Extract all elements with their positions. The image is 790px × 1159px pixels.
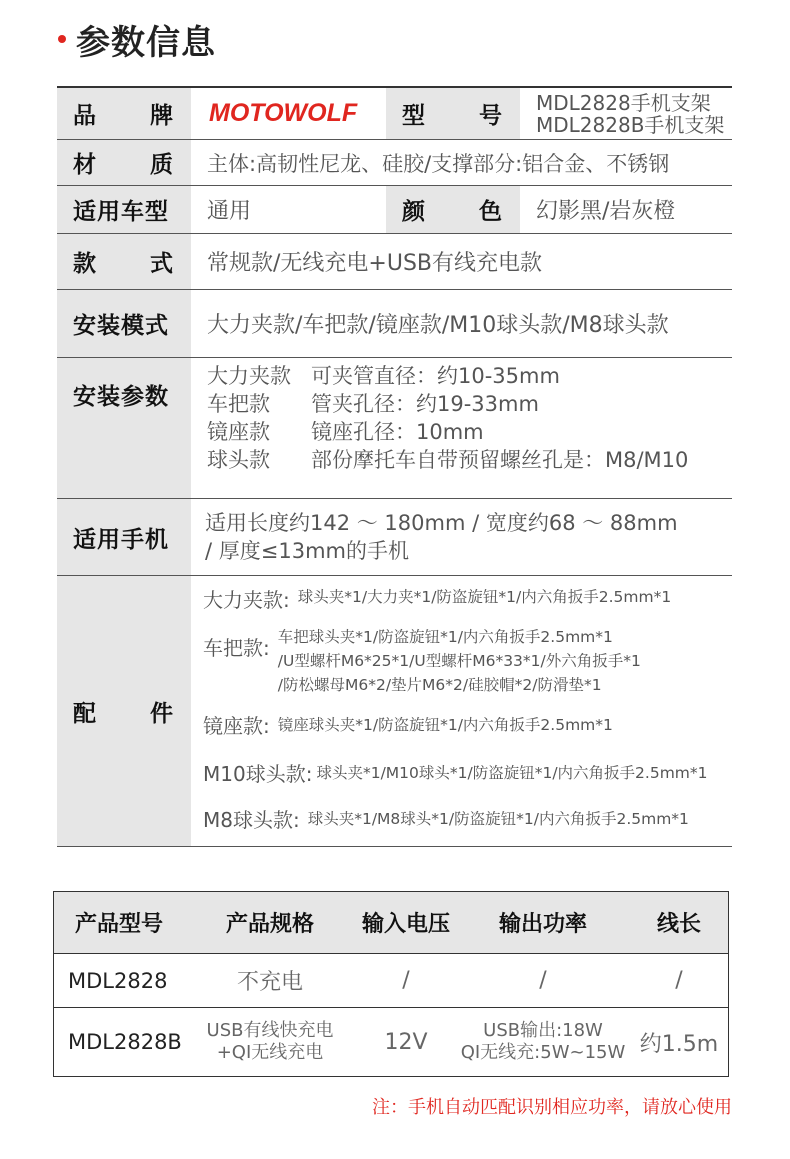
section-title <box>58 14 216 64</box>
accessory-key: 镜座款: <box>203 713 270 738</box>
mount-param-value: 可夹管直径：约10-35mm <box>311 364 560 388</box>
mount-param-key: 球头款 <box>207 448 270 472</box>
accessory-value: 镜座球头夹*1/防盗旋钮*1/内六角扳手2.5mm*1 <box>277 716 613 734</box>
spec-row-phone <box>57 499 732 576</box>
cell-power: / <box>539 968 547 993</box>
accessory-key: M8球头款: <box>203 807 300 832</box>
spec-row-mount-mode <box>57 290 732 358</box>
mount-mode-label: 安装模式 <box>57 290 191 357</box>
header-spec: 产品规格 <box>225 912 314 937</box>
spec-row-mount-params <box>57 358 732 499</box>
phone-line-2: / 厚度≤13mm的手机 <box>205 539 409 563</box>
phone-line-1: 适用长度约142 ～ 180mm / 宽度约68 ～ 88mm <box>205 511 678 535</box>
accessory-value: 车把球头夹*1/防盗旋钮*1/内六角扳手2.5mm*1 <box>277 628 613 646</box>
section-title-text: 参数信息 <box>76 22 216 63</box>
cell-spec <box>184 1008 356 1076</box>
cell-power <box>456 1008 630 1076</box>
color-label-b: 色 <box>479 199 502 225</box>
brand-label <box>57 88 191 139</box>
cell-voltage: 12V <box>384 1029 428 1055</box>
footnote: 注：手机自动匹配识别相应功率，请放心使用 <box>372 1097 732 1118</box>
model-line-2: MDL2828B手机支架 <box>536 112 725 137</box>
cell-voltage: / <box>402 968 410 993</box>
model-label-a: 型 <box>402 103 425 129</box>
style-label <box>57 234 191 289</box>
accessory-value: /防松螺母M6*2/垫片M6*2/硅胶帽*2/防滑垫*1 <box>277 676 602 694</box>
material-label-b: 质 <box>150 152 173 178</box>
title-bullet-icon <box>58 35 66 43</box>
accessories-label-b: 件 <box>150 700 173 727</box>
mount-param-key: 大力夹款 <box>207 364 291 388</box>
cell-model: MDL2828B <box>68 1030 182 1054</box>
spec-row-brand <box>57 88 732 140</box>
mount-param-row <box>207 390 688 418</box>
accessory-item <box>203 624 732 700</box>
mount-param-value: 管夹孔径：约19-33mm <box>311 392 539 416</box>
mount-param-row <box>207 418 688 446</box>
phone-label: 适用手机 <box>57 499 191 575</box>
style-label-b: 式 <box>150 251 173 277</box>
accessory-key: 车把款: <box>203 636 270 660</box>
brand-label-b: 牌 <box>150 103 173 129</box>
model-line-1: MDL2828手机支架 <box>536 90 711 115</box>
cell-spec-line-2: +QI无线充电 <box>216 1042 324 1063</box>
table-row <box>54 1008 728 1076</box>
product-table <box>53 891 729 1077</box>
mount-mode-value: 大力夹款/车把款/镜座款/M10球头款/M8球头款 <box>207 313 669 338</box>
accessory-value: 球头夹*1/M8球头*1/防盗旋钮*1/内六角扳手2.5mm*1 <box>307 810 689 828</box>
cell-power-line-1: USB输出:18W <box>483 1020 603 1041</box>
cell-model: MDL2828 <box>68 968 168 993</box>
accessory-item <box>203 796 732 840</box>
cell-power-line-2: QI无线充:5W~15W <box>460 1042 626 1063</box>
model-label-b: 号 <box>479 103 502 129</box>
accessory-value: /U型螺杆M6*25*1/U型螺杆M6*33*1/外六角扳手*1 <box>277 652 641 670</box>
phone-value <box>191 499 732 575</box>
spec-row-style <box>57 234 732 290</box>
header-length: 线长 <box>656 912 701 937</box>
material-label-a: 材 <box>73 152 96 178</box>
vehicle-label: 适用车型 <box>57 186 191 233</box>
accessory-key: M10球头款: <box>203 761 313 786</box>
mount-param-key: 镜座款 <box>207 420 270 444</box>
accessories-label-a: 配 <box>73 700 96 727</box>
accessory-item <box>203 700 732 748</box>
mount-param-value: 部份摩托车自带预留螺丝孔是：M8/M10 <box>311 448 689 472</box>
color-label <box>386 186 520 233</box>
color-value: 幻影黑/岩灰橙 <box>536 199 676 224</box>
accessory-key: 大力夹款: <box>203 588 290 612</box>
mount-param-value: 镜座孔径：10mm <box>311 420 484 444</box>
accessory-value: 球头夹*1/大力夹*1/防盗旋钮*1/内六角扳手2.5mm*1 <box>297 588 672 606</box>
cell-spec-line-1: USB有线快充电 <box>206 1020 334 1041</box>
spec-row-material <box>57 140 732 186</box>
cell-spec: 不充电 <box>236 970 303 995</box>
style-label-a: 款 <box>73 251 96 277</box>
mount-param-row <box>207 362 688 390</box>
accessories-label <box>57 576 191 846</box>
header-power: 输出功率 <box>498 912 587 937</box>
mount-param-row <box>207 446 688 474</box>
cell-length: / <box>675 968 683 993</box>
mount-params-label: 安装参数 <box>57 358 191 498</box>
accessory-item <box>203 584 732 624</box>
accessories-value <box>191 576 732 846</box>
model-label <box>386 88 520 139</box>
cell-length: 约1.5m <box>639 1031 719 1057</box>
spec-row-vehicle <box>57 186 732 234</box>
accessory-value: 球头夹*1/M10球头*1/防盗旋钮*1/内六角扳手2.5mm*1 <box>316 764 708 782</box>
brand-label-a: 品 <box>73 103 96 129</box>
vehicle-value: 通用 <box>207 199 252 224</box>
brand-value <box>191 88 386 139</box>
spec-row-accessories <box>57 576 732 847</box>
mount-param-key: 车把款 <box>207 392 270 416</box>
header-model: 产品型号 <box>74 912 163 937</box>
product-table-header <box>54 892 728 954</box>
material-label <box>57 140 191 185</box>
mount-params-value <box>191 358 732 498</box>
material-value: 主体:高韧性尼龙、硅胶/支撑部分:铝合金、不锈钢 <box>207 151 670 176</box>
motowolf-logo: MOTOWOLF <box>209 99 358 127</box>
color-label-a: 颜 <box>402 199 425 225</box>
header-voltage: 输入电压 <box>361 912 450 937</box>
table-row <box>54 954 728 1008</box>
spec-table <box>57 86 732 847</box>
style-value: 常规款/无线充电+USB有线充电款 <box>207 251 543 276</box>
accessory-item <box>203 748 732 796</box>
model-value <box>520 88 732 139</box>
